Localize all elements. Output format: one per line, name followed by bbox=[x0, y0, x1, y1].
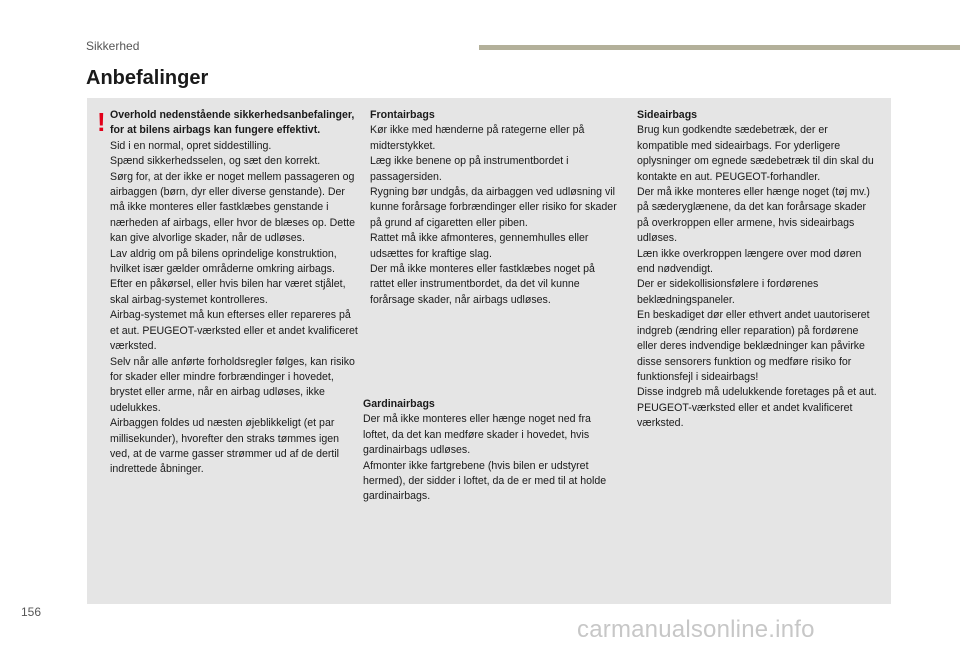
paragraph: Rygning bør undgås, da airbaggen ved udløsning vil kunne forårsage forbrændinger eller risiko for skader på grund af cigaretten eller piben. bbox=[370, 186, 617, 229]
page-number: 156 bbox=[21, 605, 42, 619]
paragraph: Der må ikke monteres eller hænge noget ned fra loftet, da det kan medføre skader i hovedet, hvis gardinairbags udløses. bbox=[363, 413, 591, 457]
paragraph: Der må ikke monteres eller hænge noget (tøj mv.) på sæderyglænene, da det kan forårsage skader på overkroppen eller armene, hvis sideairbags udløses. bbox=[637, 186, 870, 245]
section-label: Sikkerhed bbox=[86, 39, 140, 53]
watermark: carmanualsonline.info bbox=[577, 616, 815, 643]
warning-heading: Overhold nedenstående sikkerhedsanbefalinger, for at bilens airbags kan fungere effektivt. bbox=[110, 109, 355, 137]
paragraph: Efter en påkørsel, eller hvis bilen har været stjålet, skal airbag-systemet kontrolleres. bbox=[110, 278, 346, 306]
warning-icon: ! bbox=[97, 107, 106, 137]
paragraph: Læg ikke benene op på instrumentbordet i passagersiden. bbox=[370, 155, 569, 183]
paragraph: Spænd sikkerhedsselen, og sæt den korrekt. bbox=[110, 155, 321, 168]
frontairbags-body bbox=[370, 123, 620, 308]
paragraph: Lav aldrig om på bilens oprindelige konstruktion, hvilket især gælder områderne omkring airbags. bbox=[110, 247, 337, 276]
paragraph: Sid i en normal, opret siddestilling. bbox=[110, 139, 272, 152]
paragraph: Disse indgreb må udelukkende foretages på et aut. PEUGEOT-værksted eller et andet kvalificeret værksted. bbox=[637, 386, 877, 430]
paragraph: Airbaggen foldes ud næsten øjeblikkeligt (et par millisekunder), hvorefter den straks tømmes igen ved, at de varme gasser strømmer ud af de dertil indrettede åbninger. bbox=[110, 417, 340, 476]
paragraph: Der er sidekollisionsfølere i fordørenes beklædningspaneler. bbox=[637, 278, 819, 306]
paragraph: Airbag-systemet må kun efterses eller repareres på et aut. PEUGEOT-værksted eller et andet kvalificeret værksted. bbox=[110, 309, 358, 353]
header-rule bbox=[479, 45, 960, 50]
paragraph: Læn ikke overkroppen længere over mod døren end nødvendigt. bbox=[637, 247, 862, 276]
page-title: Anbefalinger bbox=[86, 67, 209, 89]
paragraph: En beskadiget dør eller ethvert andet uautoriseret indgreb (ændring eller reparation) på fordørene eller deres indvendige beklædninger kan påvirke disse sensorers funktion og medføre risiko for funktionsfejl i sideairbags! bbox=[637, 309, 870, 383]
paragraph: Der må ikke monteres eller fastklæbes noget på rattet eller instrumentbordet, da det vil kunne forårsage skader, når airbags udløses. bbox=[370, 263, 595, 306]
sideairbags-heading: Sideairbags bbox=[637, 109, 698, 121]
gardinairbags-column bbox=[363, 397, 613, 505]
warning-column bbox=[110, 108, 358, 478]
sideairbags-column bbox=[637, 108, 877, 432]
gardinairbags-heading: Gardinairbags bbox=[363, 398, 435, 410]
frontairbags-heading: Frontairbags bbox=[370, 109, 435, 121]
warning-body bbox=[110, 139, 358, 478]
paragraph: Rattet må ikke afmonteres, gennemhulles eller udsættes for kraftige slag. bbox=[370, 232, 589, 260]
paragraph: Kør ikke med hænderne på rategerne eller på midterstykket. bbox=[370, 124, 585, 152]
gardinairbags-body bbox=[363, 412, 613, 504]
paragraph: Afmonter ikke fartgrebene (hvis bilen er udstyret hermed), der sidder i loftet, da de er med til at holde gardinairbags. bbox=[363, 459, 607, 503]
paragraph: Selv når alle anførte forholdsregler følges, kan risiko for skader eller mindre forbrændinger i hovedet, brystet eller arme, når en airbag udløses, ikke udelukkes. bbox=[110, 355, 355, 414]
frontairbags-column bbox=[370, 108, 620, 308]
sideairbags-body bbox=[637, 123, 877, 431]
paragraph: Brug kun godkendte sædebetræk, der er kompatible med sideairbags. For yderligere oplysninger om egnede sædebetræk til din skal du kontakte en aut. PEUGEOT-forhandler. bbox=[637, 124, 874, 183]
paragraph: Sørg for, at der ikke er noget mellem passageren og airbaggen (børn, dyr eller diverse genstande). Der må ikke monteres eller fastklæbes genstande i nærheden af airbags, eller hvor de blæses op. Dette kan give alvorlige skader, når de udløses. bbox=[110, 170, 355, 245]
recommendations-panel bbox=[87, 98, 891, 604]
